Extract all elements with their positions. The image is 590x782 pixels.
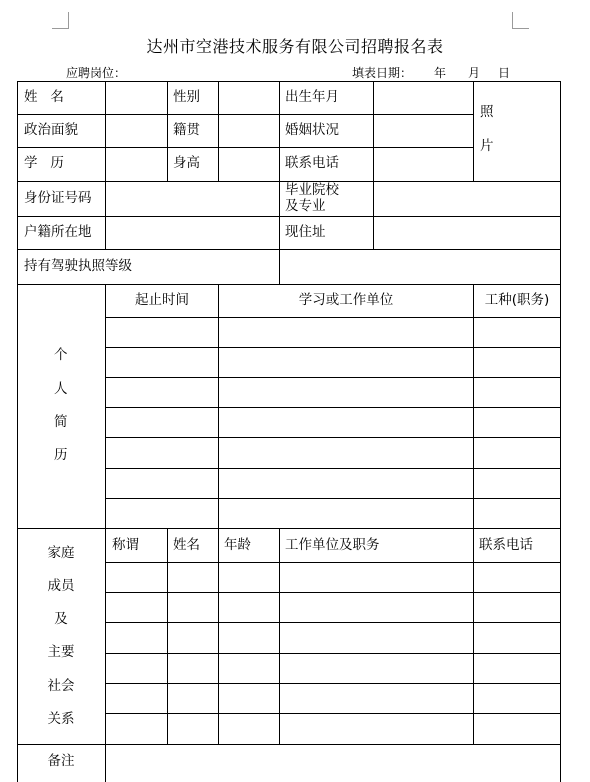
resume-side-1: 个 — [54, 347, 68, 363]
column-divider — [167, 528, 168, 744]
column-divider — [218, 284, 219, 528]
label-school-2: 及专业 — [285, 198, 326, 214]
row-divider — [17, 216, 561, 217]
column-divider — [279, 81, 280, 284]
label-photo-2: 片 — [480, 138, 494, 154]
label-political-status: 政治面貌 — [24, 122, 78, 138]
label-gender: 性别 — [173, 89, 200, 105]
day-label: 日 — [498, 66, 511, 80]
family-header-age: 年龄 — [224, 537, 251, 553]
family-header-phone: 联系电话 — [479, 537, 533, 553]
row-divider — [17, 284, 561, 285]
column-divider — [105, 284, 106, 528]
row-divider — [105, 377, 561, 378]
label-name: 姓 名 — [24, 89, 64, 105]
row-divider — [105, 498, 561, 499]
family-side-3: 及 — [54, 611, 68, 627]
table-border — [560, 81, 561, 782]
label-school-1: 毕业院校 — [285, 182, 339, 198]
crop-mark-top-left — [52, 12, 69, 29]
row-divider — [17, 528, 561, 529]
family-header-name: 姓名 — [173, 537, 200, 553]
label-education: 学 历 — [24, 155, 64, 171]
label-marital-status: 婚姻状况 — [285, 122, 339, 138]
column-divider — [105, 81, 106, 249]
row-divider — [105, 683, 561, 684]
year-label: 年 — [434, 66, 447, 80]
column-divider — [218, 81, 219, 181]
resume-header-period: 起止时间 — [135, 292, 189, 308]
fill-date-label: 填表日期： — [352, 66, 413, 80]
row-divider — [105, 713, 561, 714]
position-applied-label: 应聘岗位： — [66, 66, 127, 80]
column-divider — [473, 528, 474, 744]
column-divider — [167, 81, 168, 181]
row-divider — [17, 114, 473, 115]
family-side-5: 社会 — [47, 678, 75, 694]
family-side-1: 家庭 — [47, 545, 75, 561]
family-header-relation: 称谓 — [112, 537, 139, 553]
family-side-4: 主要 — [47, 644, 75, 660]
label-birth-date: 出生年月 — [285, 89, 339, 105]
label-height: 身高 — [173, 155, 200, 171]
table-border — [17, 81, 18, 782]
row-divider — [17, 249, 561, 250]
table-border — [17, 81, 561, 82]
row-divider — [105, 562, 561, 563]
row-divider — [105, 317, 561, 318]
label-native-place: 籍贯 — [173, 122, 200, 138]
row-divider — [105, 468, 561, 469]
crop-mark-top-right — [512, 12, 529, 29]
label-household-registration: 户籍所在地 — [24, 224, 92, 240]
column-divider — [473, 284, 474, 528]
column-divider — [473, 81, 474, 181]
label-id-number: 身份证号码 — [24, 190, 92, 206]
month-label: 月 — [468, 66, 481, 80]
resume-side-2: 人 — [54, 381, 68, 397]
row-divider — [105, 653, 561, 654]
resume-side-4: 历 — [54, 447, 68, 463]
label-remarks: 备注 — [47, 753, 75, 769]
label-phone: 联系电话 — [285, 155, 339, 171]
row-divider — [105, 437, 561, 438]
row-divider — [105, 407, 561, 408]
row-divider — [17, 147, 473, 148]
family-side-2: 成员 — [47, 578, 75, 594]
page-title: 达州市空港技术服务有限公司招聘报名表 — [146, 37, 444, 56]
column-divider — [218, 528, 219, 744]
label-driving-license: 持有驾驶执照等级 — [24, 258, 132, 274]
label-current-address: 现住址 — [285, 224, 326, 240]
family-side-6: 关系 — [47, 711, 75, 727]
row-divider — [17, 744, 561, 745]
column-divider — [373, 81, 374, 249]
resume-header-organization: 学习或工作单位 — [298, 292, 394, 308]
resume-header-job: 工种(职务) — [484, 292, 550, 308]
column-divider — [279, 528, 280, 744]
row-divider — [105, 347, 561, 348]
application-form-table — [17, 81, 561, 782]
row-divider — [105, 592, 561, 593]
row-divider — [105, 622, 561, 623]
column-divider — [105, 528, 106, 782]
family-header-work: 工作单位及职务 — [285, 537, 380, 553]
label-photo-1: 照 — [480, 104, 494, 120]
resume-side-3: 简 — [54, 414, 68, 430]
